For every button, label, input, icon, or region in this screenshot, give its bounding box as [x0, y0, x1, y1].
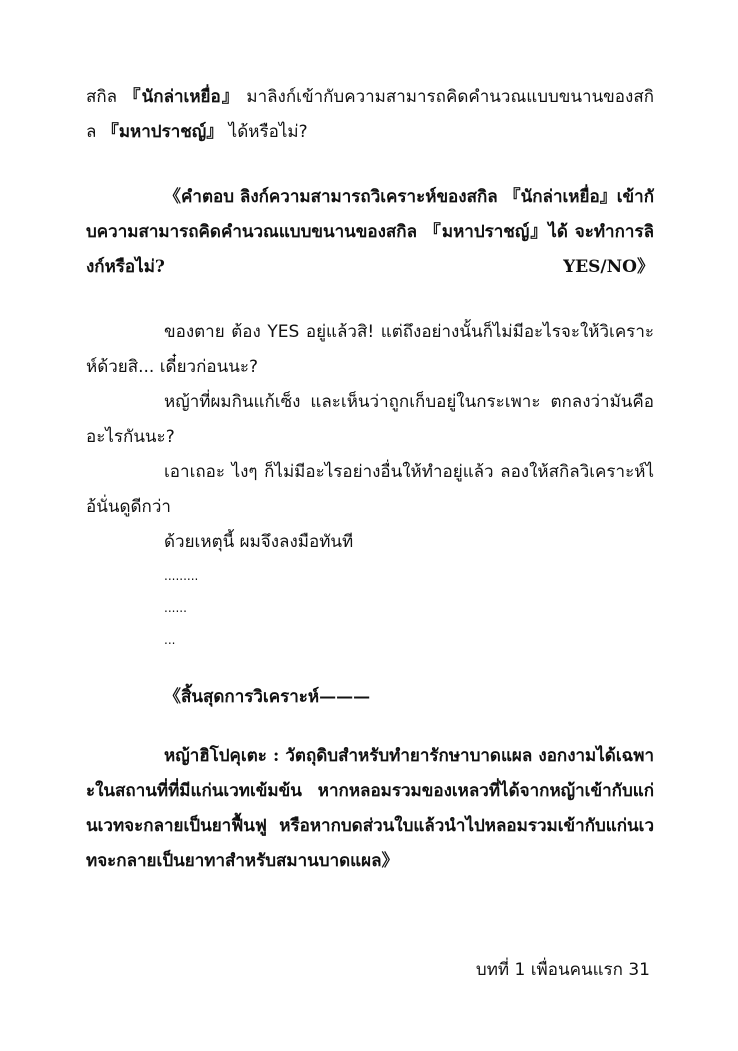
ellipsis-line-3: ... [164, 633, 176, 647]
paragraph-grass: หญ้าที่ผมกินแก้เซ็ง และเห็นว่าถูกเก็บอยู่ในกระเพาะ ตกลงว่ามันคืออะไรกันนะ? [86, 392, 654, 447]
page-body [86, 80, 654, 879]
text-run: ได้หรือไม่? [223, 122, 308, 142]
paragraph-try: เอาเถอะ ไงๆ ก็ไม่มีอะไรอย่างอื่นให้ทำอยู่แล้ว ลองให้สกิลวิเคราะห์ไอ้นั่นดูดีกว่า [86, 462, 654, 517]
text-run: มาลิงก์เข้ากับความสามารถคิดคำนวณแบบขนานของสกิล [86, 87, 654, 142]
text-run: สกิล [86, 87, 124, 107]
analysis-end-heading: 《สิ้นสุดการวิเคราะห์——— [164, 687, 371, 707]
paragraph-answer [86, 180, 654, 285]
skill-name-great-sage: 『มหาปราชญ์』 [101, 122, 224, 142]
paragraph-question [86, 80, 654, 150]
paragraph-reaction: ของตาย ต้อง YES อยู่แล้วสิ! แต่ถึงอย่างนั้นก็ไม่มีอะไรจะให้วิเคราะห์ด้วยสิ... เดี๋ยวก่อนนะ? [86, 322, 654, 377]
ellipsis-line-2: ...... [164, 601, 187, 615]
yes-no-choice: YES/NO》 [563, 257, 654, 277]
ellipsis-line-1: ......... [164, 569, 199, 583]
paragraph-analysis-result: หญ้าฮิโปคุเตะ : วัตถุดิบสำหรับทำยารักษาบาดแผล งอกงามได้เฉพาะในสถานที่ที่มีแก่นเวทเข้มข้น หากหลอมรวมของเหลวที่ได้จากหญ้าเข้ากับแก่นเวทจะกลายเป็นยาฟื้นฟู หรือหากบดส่วนใบแล้วนำไปหลอมรวมเข้ากับแก่นเวทจะกลายเป็นยาทาสำหรับสมานบาดแผล》 [86, 746, 654, 871]
skill-name-predator: 『นักล่าเหยื่อ』 [123, 87, 240, 107]
page-footer: บทที่ 1 เพื่อนคนแรก 31 [475, 960, 650, 980]
answer-text: 《คำตอบ ลิงก์ความสามารถวิเคราะห์ของสกิล 『นักล่าเหยื่อ』เข้ากับความสามารถคิดคำนวณแบบขนานของสกิล 『มหาปราชญ์』ได้ จะทำการลิงก์หรือไม่? [86, 187, 654, 277]
paragraph-action: ด้วยเหตุนี้ ผมจึงลงมือทันที [164, 532, 354, 552]
